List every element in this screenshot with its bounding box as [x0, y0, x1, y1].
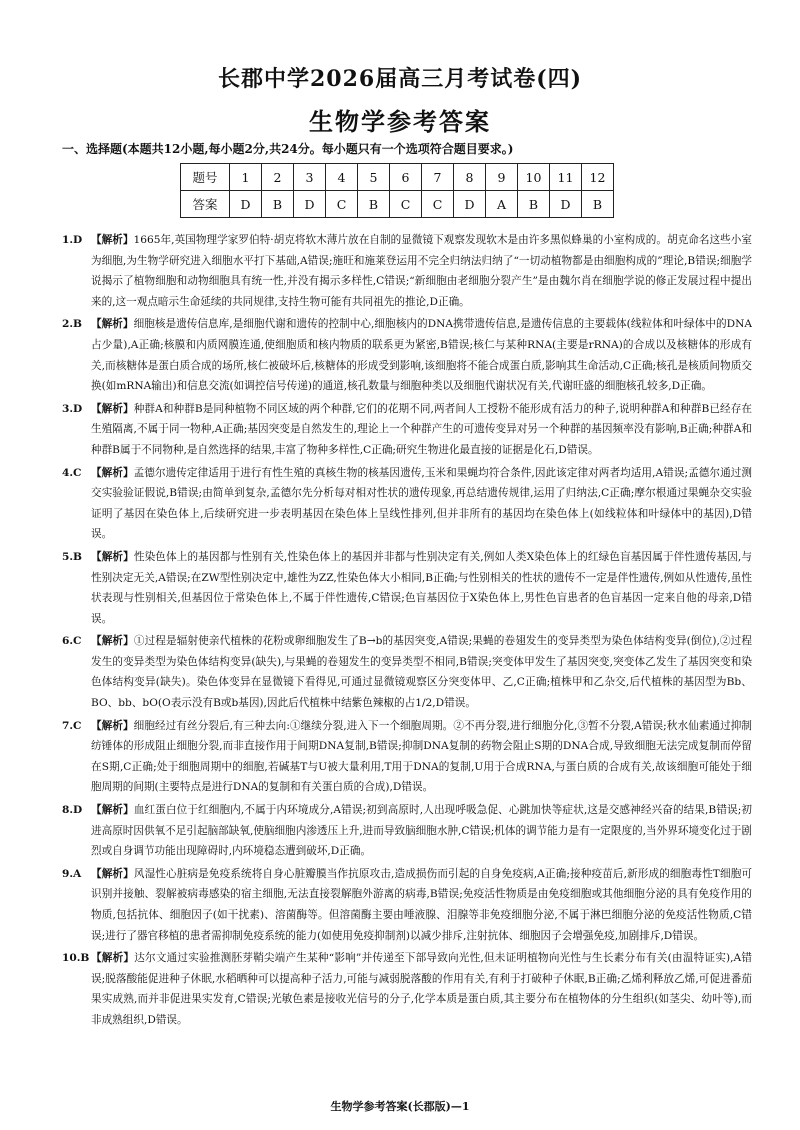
explanation-body [91, 716, 752, 798]
answer-table-answer-row [181, 191, 614, 218]
analysis-tag: 【解析】 [91, 402, 134, 415]
explanation-text: 达尔文通过实验推测胚芽鞘尖端产生某种“影响”并传递至下部导致向光性,但未证明植物向光性与生长素分布有关(由温特证实),A错误;脱落酸能促进种子休眠,水稻晒种可以提高种子活力,可能与减弱脱落酸的作用有关,有利于打破种子休眠,B正确;乙烯利释放乙烯,可促进番茄果实成熟,而并非促进果实发育,C错误;光敏色素是接收光信号的分子,化学本质是蛋白质,其主要分布在植物体的分生组织(如茎尖、幼叶等),而非成熟组织,D错误。 [91, 952, 752, 1026]
question-number-cell: 11 [550, 164, 582, 191]
row-label-answer: 答案 [181, 191, 230, 218]
section-heading: 一、选择题(本题共12小题,每小题2分,共24分。每小题只有一个选项符合题目要求。) [62, 142, 514, 156]
question-number-cell: 8 [454, 164, 486, 191]
question-number-cell: 4 [326, 164, 358, 191]
question-number-cell: 3 [294, 164, 326, 191]
answer-cell: B [582, 191, 614, 218]
question-number-cell: 12 [582, 164, 614, 191]
question-number-cell: 9 [486, 164, 518, 191]
question-answer-label: 2.B [62, 318, 83, 331]
question-answer-label: 6.C [62, 635, 82, 648]
analysis-tag: 【解析】 [91, 719, 134, 732]
question-number-cell: 10 [518, 164, 550, 191]
explanation-body [91, 314, 752, 396]
exam-title: 长郡中学2026届高三月考试卷(四) [217, 66, 583, 92]
explanation-text: 孟德尔遗传定律适用于进行有性生殖的真核生物的核基因遗传,玉米和果蝇均符合条件,因此该定律对两者均适用,A错误;孟德尔通过测交实验验证假说,B错误;由简单到复杂,孟德尔先分析每对相对性状的遗传现象,再总结遗传规律,运用了归纳法,C正确;摩尔根通过果蝇杂交实验证明了基因在染色体上,后续研究进一步表明基因在染色体上呈线性排列,但并非所有的基因均在染色体上(如线粒体和叶绿体中的基因),D错误。 [91, 466, 752, 541]
question-answer-label: 5.B [62, 550, 83, 563]
question-answer-label: 10.B [62, 952, 90, 965]
explanation-body [91, 864, 752, 946]
question-number-cell: 6 [390, 164, 422, 191]
explanations-list [62, 230, 752, 1033]
explanation-item [62, 399, 752, 461]
explanation-text: 风湿性心脏病是免疫系统将自身心脏瓣膜当作抗原攻击,造成损伤而引起的自身免疫病,A正确;接种疫苗后,新形成的细胞毒性T细胞可识别并接触、裂解被病毒感染的宿主细胞,无法直接裂解胞外游离的病毒,B错误;免疫活性物质是由免疫细胞或其他细胞分泌的具有免疫作用的物质,包括抗体、细胞因子(如干扰素)、溶菌酶等。但溶菌酶主要由唾液腺、泪腺等非免疫细胞分泌,不属于淋巴细胞分泌的免疫活性物质,C错误;进行了器官移植的患者需抑制免疫系统的能力(如使用免疫抑制剂)以减少排斥,注射抗体、细胞因子会增强免疫,加剧排斥,D错误。 [91, 867, 752, 942]
explanation-body [91, 463, 752, 545]
answer-cell: B [262, 191, 294, 218]
answer-cell: D [230, 191, 262, 218]
explanation-item [62, 547, 752, 629]
question-number-cell: 2 [262, 164, 294, 191]
analysis-tag: 【解析】 [91, 466, 134, 479]
explanation-text: 细胞核是遗传信息库,是细胞代谢和遗传的控制中心,细胞核内的DNA携带遗传信息,是遗传信息的主要载体(线粒体和叶绿体中的DNA占少量),A正确;核膜和内质网膜连通,使细胞质和核内物质的联系更为紧密,B错误;核仁与某种RNA(主要是rRNA)的合成以及核糖体的形成有关,而核糖体是蛋白质合成的场所,核仁被破坏后,核糖体的形成受到影响,该细胞将不能合成蛋白质,影响其生命活动,C正确;核孔是核质间物质交换(如mRNA输出)和信息交流(如调控信号传递)的通道,核孔数量与细胞种类以及细胞代谢状况有关,代谢旺盛的细胞核孔较多,D正确。 [91, 318, 752, 393]
explanation-item [62, 230, 752, 312]
analysis-tag: 【解析】 [91, 867, 134, 880]
answer-cell: C [390, 191, 422, 218]
answer-cell: D [454, 191, 486, 218]
answer-cell: A [486, 191, 518, 218]
explanation-body [91, 631, 752, 713]
explanation-body [91, 800, 752, 862]
analysis-tag: 【解析】 [91, 234, 134, 246]
row-label-number: 题号 [181, 164, 230, 191]
question-number-cell: 7 [422, 164, 454, 191]
question-answer-label: 7.C [62, 719, 82, 732]
explanation-item [62, 314, 752, 396]
question-answer-label: 8.D [62, 804, 83, 817]
answer-cell: C [422, 191, 454, 218]
explanation-text: 性染色体上的基因都与性别有关,性染色体上的基因并非都与性别决定有关,例如人类X染色体上的红绿色盲基因属于伴性遗传基因,与性别决定无关,A错误;在ZW型性别决定中,雄性为ZZ,性染色体大小相同,B正确;与性别相关的性状的遗传不一定是伴性遗传,例如从性遗传,虽性状表现与性别相关,但基因位于常染色体上,不属于伴性遗传,C错误;色盲基因位于X染色体上,男性色盲患者的色盲基因一定来自他的母亲,D错误。 [91, 550, 752, 625]
explanation-item [62, 463, 752, 545]
explanation-item [62, 948, 752, 1030]
explanation-text: 1665年,英国物理学家罗伯特·胡克将软木薄片放在自制的显微镜下观察发现软木是由许多黑似蜂巢的小室构成的。胡克命名这些小室为细胞,为生物学研究进入细胞水平打下基础,A错误;施旺和施莱登运用不完全归纳法归纳了“一切动植物都是由细胞构成的”理论,B错误;细胞学说揭示了植物细胞和动物细胞具有统一性,并没有揭示多样性,C错误;“新细胞由老细胞分裂产生”是由魏尔肖在细胞学说的修正发展过程中提出来的,这一观点暗示生命延续的共同规律,支持生物可能有共同祖先的推论,D正确。 [91, 234, 752, 308]
answer-cell: D [294, 191, 326, 218]
explanation-body [91, 547, 752, 629]
question-answer-label: 1.D [62, 234, 83, 246]
explanation-text: 血红蛋白位于红细胞内,不属于内环境成分,A错误;初到高原时,人出现呼吸急促、心跳加快等症状,这是交感神经兴奋的结果,B错误;初进高原时因供氧不足引起脑部缺氧,使脑细胞内渗透压上升,进而导致脑细胞水肿,C错误;机体的调节能力是有一定限度的,当外界环境变化过于剧烈或自身调节功能出现障碍时,内环境稳态遭到破坏,D正确。 [91, 804, 752, 858]
answer-cell: D [550, 191, 582, 218]
explanation-item [62, 800, 752, 862]
explanation-body [91, 948, 752, 1030]
analysis-tag: 【解析】 [91, 318, 134, 331]
explanation-text: 细胞经过有丝分裂后,有三种去向:①继续分裂,进入下一个细胞周期。②不再分裂,进行细胞分化,③暂不分裂,A错误;秋水仙素通过抑制纺锤体的形成阻止细胞分裂,而非直接作用于间期DNA复制,B错误;抑制DNA复制的药物会阻止S期的DNA合成,导致细胞无法完成复制而停留在S期,C正确;处于细胞周期中的细胞,若碱基T与U被大量利用,T用于DNA的复制,U用于合成RNA,与蛋白质的合成有关,故该细胞可能处于细胞周期的间期(主要特点是进行DNA的复制和有关蛋白质的合成),D错误。 [91, 719, 752, 794]
question-number-cell: 5 [358, 164, 390, 191]
analysis-tag: 【解析】 [91, 550, 134, 563]
analysis-tag: 【解析】 [91, 635, 134, 648]
answer-cell: C [326, 191, 358, 218]
question-answer-label: 9.A [62, 867, 82, 880]
analysis-tag: 【解析】 [91, 804, 134, 817]
explanation-text: 种群A和种群B是同种植物不同区域的两个种群,它们的花期不同,两者间人工授粉不能形成有活力的种子,说明种群A和种群B已经存在生殖隔离,不属于同一物种,A正确;基因突变是自然发生的,理论上一个种群产生的可遗传变异对另一个种群的基因频率没有影响,B正确;种群A和种群B属于不同物种,是自然选择的结果,丰富了物种多样性,C正确;研究生物进化最直接的证据是化石,D错误。 [91, 402, 752, 456]
answer-cell: B [358, 191, 390, 218]
explanation-item [62, 631, 752, 713]
answer-table [180, 163, 614, 218]
explanation-item [62, 864, 752, 946]
explanation-text: ①过程是辐射使亲代植株的花粉或卵细胞发生了B→b的基因突变,A错误;果蝇的卷翅发生的变异类型为染色体结构变异(倒位),②过程发生的变异类型为染色体结构变异(缺失),与果蝇的卷翅发生的变异类型不相同,B错误;突变体甲发生了基因突变,突变体乙发生了基因突变和染色体结构变异(缺失)。染色体变异在显微镜下看得见,可通过显微镜观察区分突变体甲、乙,C正确;植株甲和乙杂交,后代植株的基因型为Bb、BO、bb、bO(O表示没有B或b基因),因此后代植株中结紫色辣椒的占1/2,D错误。 [91, 635, 752, 710]
explanation-body [91, 399, 752, 461]
question-answer-label: 4.C [62, 466, 82, 479]
page-footer: 生物学参考答案(长郡版)—1 [330, 1100, 470, 1113]
subject-title: 生物学参考答案 [309, 107, 491, 136]
answer-table-number-row [181, 164, 614, 191]
answer-cell: B [518, 191, 550, 218]
question-answer-label: 3.D [62, 402, 83, 415]
question-number-cell: 1 [230, 164, 262, 191]
analysis-tag: 【解析】 [91, 952, 135, 965]
explanation-item [62, 716, 752, 798]
explanation-body [91, 230, 752, 312]
